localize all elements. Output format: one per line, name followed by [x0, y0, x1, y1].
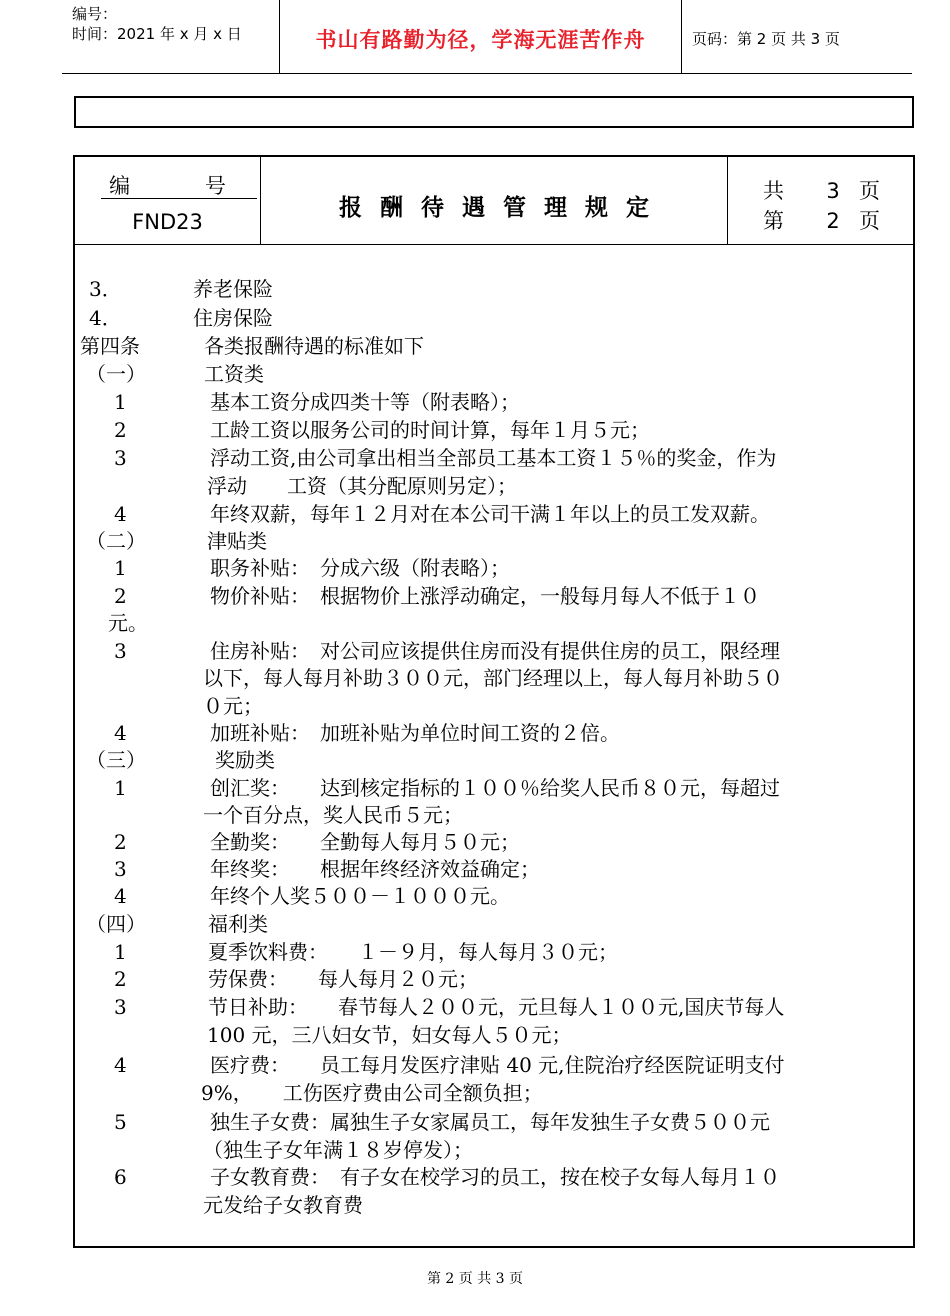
item-number: 1 [114, 940, 127, 964]
item-number: 4 [114, 502, 127, 526]
item-number: 4 [114, 884, 127, 908]
item-number: 5 [114, 1110, 127, 1134]
item-text: 夏季饮料费： １－９月，每人每月３０元； [208, 940, 618, 964]
section-number: （四） [86, 912, 146, 936]
item-text-continued: 9%， 工伤医疗费由公司全额负担； [201, 1081, 543, 1105]
item-text: 浮动工资,由公司拿出相当全部员工基本工资１５％的奖金，作为 [210, 446, 777, 470]
section-title: 奖励类 [215, 748, 275, 772]
page-header [0, 0, 950, 74]
item-number: 3 [114, 995, 127, 1019]
document-title: 报酬待遇管理规定 [339, 195, 667, 221]
item-text: 物价补贴： 根据物价上涨浮动确定，一般每月每人不低于１０ [210, 584, 760, 608]
header-motto: 书山有路勤为径，学海无涯苦作舟 [315, 28, 646, 52]
item-number: 2 [114, 967, 127, 991]
item-text-continued: 元发给子女教育费 [203, 1193, 363, 1217]
item-text: 节日补助： 春节每人２００元，元旦每人１００元,国庆节每人 [208, 995, 785, 1019]
item-number: 3 [114, 857, 127, 881]
item-text: 全勤奖： 全勤每人每月５０元； [210, 830, 520, 854]
item-number: 2 [114, 830, 127, 854]
item-text: 子女教育费： 有子女在校学习的员工，按在校子女每人每月１０ [210, 1165, 780, 1189]
item-text-continued: 浮动 工资（其分配原则另定）； [207, 474, 517, 498]
header-cell-divider [727, 157, 728, 244]
current-page [763, 205, 880, 235]
item-text: 年终个人奖５００－１０００元。 [210, 884, 510, 908]
header-bottom-rule [75, 244, 913, 245]
item-number: 4． [89, 306, 122, 330]
item-text: 年终奖： 根据年终经济效益确定； [210, 857, 540, 881]
section-number: （一） [86, 362, 146, 386]
doc-number-label: 编号： [72, 5, 118, 23]
header-divider [681, 0, 682, 73]
total-pages [763, 175, 880, 205]
item-text: 医疗费： 员工每月发医疗津贴 40 元,住院治疗经医院证明支付 [210, 1053, 785, 1077]
item-text: 年终双薪，每年１２月对在本公司干满１年以上的员工发双薪。 [210, 502, 770, 526]
item-number: 1 [114, 556, 127, 580]
header-page-info: 页码：第 2 页 共 3 页 [692, 30, 840, 48]
doc-number-value: FND23 [132, 210, 203, 234]
page-footer: 第 2 页 共 3 页 [426, 1271, 524, 1287]
item-text-continued: 一个百分点，奖人民币５元； [203, 803, 463, 827]
item-text: 工龄工资以服务公司的时间计算，每年１月５元； [210, 418, 650, 442]
item-number: 1 [114, 776, 127, 800]
item-text: 创汇奖： 达到核定指标的１００％给奖人民币８０元，每超过 [210, 776, 780, 800]
item-text-continued: 以下，每人每月补助３００元，部门经理以上，每人每月补助５０ [203, 666, 783, 690]
total-pages-value: 3 [826, 179, 840, 203]
section-number: （二） [86, 529, 146, 553]
header-meta [72, 4, 242, 44]
item-text: 职务补贴： 分成六级（附表略）； [210, 556, 510, 580]
article-number: 第四条 [80, 334, 140, 358]
item-number: 3 [114, 639, 127, 663]
item-text: 养老保险 [193, 277, 273, 301]
item-number: 1 [114, 390, 127, 414]
item-text-continued: ０元； [203, 694, 263, 718]
item-number: 3． [89, 277, 122, 301]
item-text: 独生子女费：属独生子女家属员工，每年发独生子女费５００元 [210, 1110, 770, 1134]
section-title: 津贴类 [207, 529, 267, 553]
item-text: 劳保费： 每人每月２０元； [208, 967, 478, 991]
doc-number-label: 编 号 [109, 174, 260, 198]
doc-time: 时间：2021 年 x 月 x 日 [72, 25, 242, 43]
total-label: 共 [763, 179, 784, 203]
section-title: 工资类 [204, 362, 264, 386]
item-number: 4 [114, 1053, 127, 1077]
item-text: 加班补贴： 加班补贴为单位时间工资的２倍。 [210, 721, 620, 745]
item-text-continued: （独生子女年满１８岁停发）； [203, 1138, 473, 1162]
current-page-value: 2 [826, 209, 840, 233]
item-text-continued: 元。 [108, 611, 148, 635]
current-unit: 页 [859, 209, 880, 233]
section-title: 福利类 [208, 912, 268, 936]
item-number: 3 [114, 446, 127, 470]
doc-number-rule [101, 198, 257, 199]
item-number: 6 [114, 1165, 127, 1189]
total-unit: 页 [859, 179, 880, 203]
article-text: 各类报酬待遇的标准如下 [204, 334, 424, 358]
item-text-continued: 100 元，三八妇女节，妇女每人５０元； [207, 1023, 572, 1047]
current-label: 第 [763, 209, 784, 233]
section-number: （三） [86, 748, 146, 772]
item-number: 2 [114, 418, 127, 442]
item-number: 2 [114, 584, 127, 608]
item-text: 住房补贴： 对公司应该提供住房而没有提供住房的员工，限经理 [210, 639, 780, 663]
item-text: 基本工资分成四类十等（附表略）； [210, 390, 520, 414]
empty-box [74, 96, 914, 128]
item-number: 4 [114, 721, 127, 745]
item-text: 住房保险 [193, 306, 273, 330]
header-rule [62, 73, 912, 74]
